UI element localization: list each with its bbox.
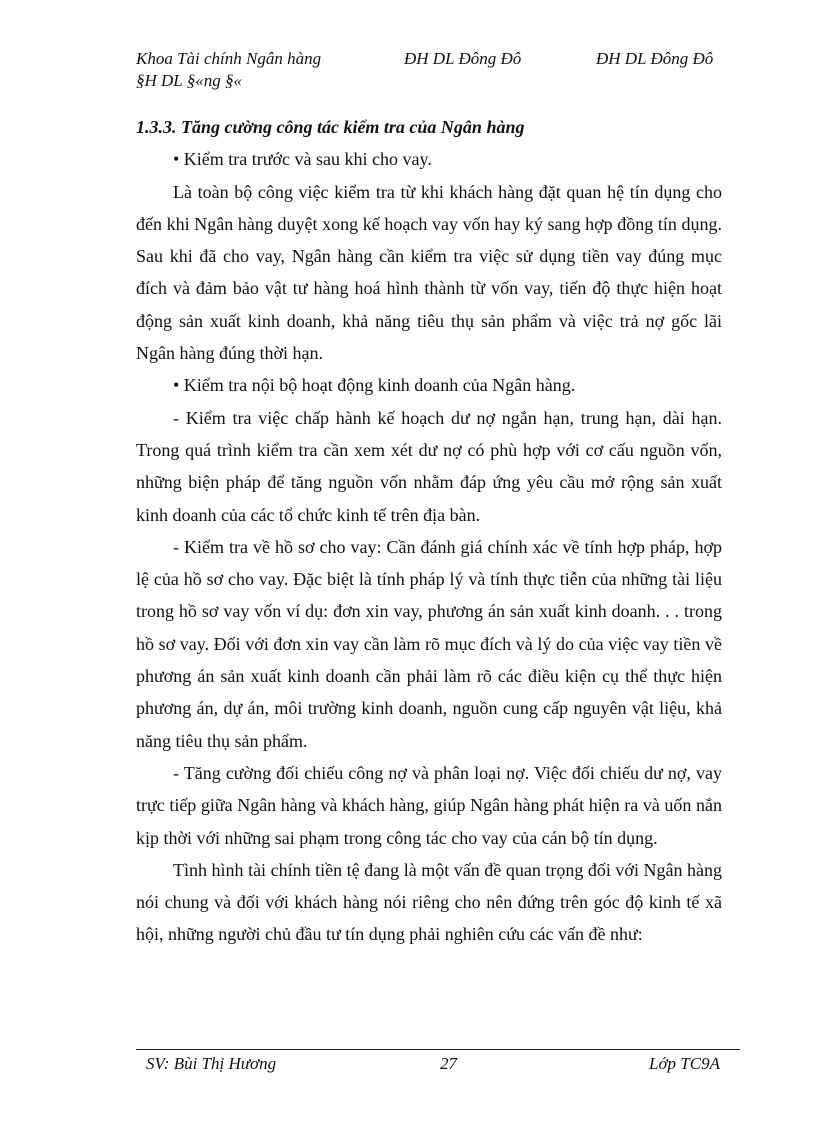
paragraph: • Kiểm tra nội bộ hoạt động kinh doanh của Ngân hàng. <box>173 375 576 396</box>
paragraph: - Kiểm tra việc chấp hành kế hoạch dư nợ ngắn hạn, trung hạn, dài hạn. Trong quá trình kiểm tra cần xem xét dư nợ có phù hợp với cơ cấu nguồn vốn, những biện pháp để tăng nguồn vốn nhằm đáp ứng yêu cầu mở rộng sản xuất kinh doanh của các tổ chức kinh tế trên địa bàn. <box>136 407 722 525</box>
page-footer <box>146 1054 720 1076</box>
footer-divider <box>136 1049 740 1050</box>
paragraph: - Kiểm tra về hồ sơ cho vay: Cần đánh giá chính xác về tính hợp pháp, hợp lệ của hồ sơ cho vay. Đặc biệt là tính pháp lý và tính thực tiễn của những tài liệu trong hồ sơ vay vốn ví dụ: đơn xin vay, phương án sản xuất kinh doanh. . . trong hồ sơ vay. Đối với đơn xin vay cần làm rõ mục đích và lý do của việc vay tiền về phương án sản xuất kinh doanh cần phải làm rõ các điều kiện cụ thể thực hiện phương án, dự án, môi trường kinh doanh, nguồn cung cấp nguyên vật liệu, khả năng tiêu thụ sản phẩm. <box>136 536 722 751</box>
header-university-right: ĐH DL Đông Đô <box>596 49 714 68</box>
header-row-2 <box>136 70 736 92</box>
section-heading: 1.3.3. Tăng cường công tác kiểm tra của Ngân hàng <box>136 117 525 137</box>
page-number: 27 <box>440 1054 457 1073</box>
header-row <box>136 48 736 70</box>
paragraph: - Tăng cường đối chiếu công nợ và phân loại nợ. Việc đối chiếu dư nợ, vay trực tiếp giữa Ngân hàng và khách hàng, giúp Ngân hàng phát hiện ra và uốn nắn kịp thời với những sai phạm trong công tác cho vay của cán bộ tín dụng. <box>136 762 722 848</box>
footer-student-name: SV: Bùi Thị Hương <box>146 1054 277 1073</box>
header-garbled-university: §H DL §«ng §« <box>136 71 242 90</box>
paragraph: • Kiểm tra trước và sau khi cho vay. <box>173 149 432 170</box>
header-university-middle: ĐH DL Đông Đô <box>404 49 522 68</box>
header-faculty: Khoa Tài chính Ngân hàng <box>136 49 322 68</box>
page-body <box>136 111 722 951</box>
paragraph: Tình hình tài chính tiền tệ đang là một vấn đề quan trọng đối với Ngân hàng nói chung và đối với khách hàng nói riêng cho nên đứng trên góc độ kinh tế xã hội, những người chủ đầu tư tín dụng phải nghiên cứu các vấn đề như: <box>136 859 722 945</box>
paragraph: Là toàn bộ công việc kiểm tra từ khi khách hàng đặt quan hệ tín dụng cho đến khi Ngân hàng duyệt xong kế hoạch vay vốn hay ký sang hợp đồng tín dụng. Sau khi đã cho vay, Ngân hàng cần kiểm tra việc sử dụng tiền vay đúng mục đích và đảm bảo vật tư hàng hoá hình thành từ vốn vay, tiến độ thực hiện hoạt động sản xuất kinh doanh, khả năng tiêu thụ sản phẩm và việc trả nợ gốc lãi Ngân hàng đúng thời hạn. <box>136 181 722 364</box>
footer-class: Lớp TC9A <box>649 1054 720 1073</box>
page-header <box>136 48 736 92</box>
